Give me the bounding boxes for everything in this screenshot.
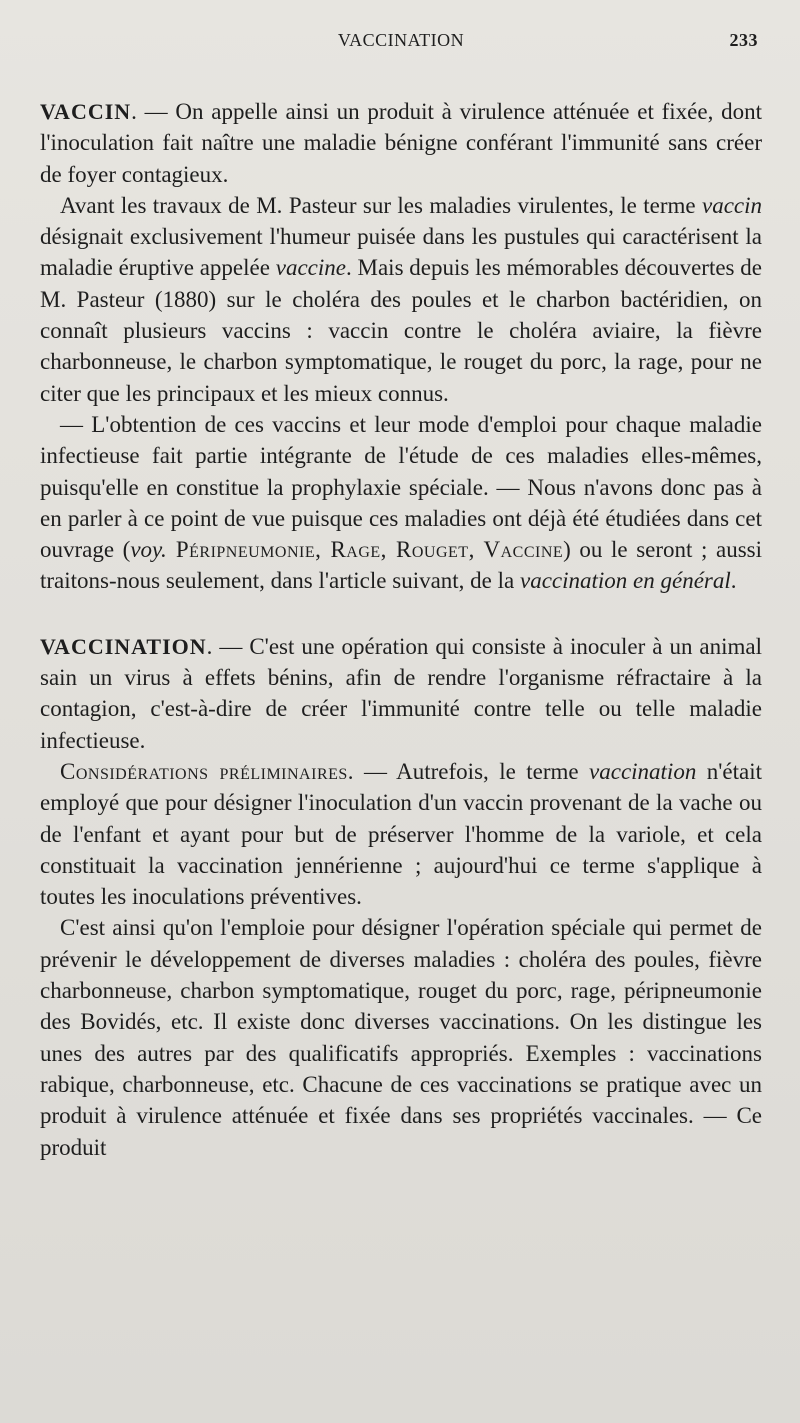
article-vaccin — [40, 96, 762, 597]
article-vaccination — [40, 631, 762, 1163]
running-head — [40, 30, 762, 60]
vaccination-headword: VACCINATION — [40, 633, 207, 659]
vaccin-headword: VACCIN — [40, 99, 132, 124]
vaccination-paragraph-1: VACCINATION. — C'est une opération qui consiste à inoculer à un animal sain un virus à effets bénins, afin de rendre l'organisme réfractaire à la contagion, c'est-à-dire de créer l'immunité contre telle ou telle maladie infectieuse. — [40, 633, 762, 753]
article-separator — [40, 597, 762, 631]
vaccination-paragraph-2: Considérations préliminaires. — Autrefois, le terme vaccination n'était employé que pour désigner l'inoculation d'un vaccin provenant de la vache ou de l'enfant et ayant pour but de préserver l'homme de la variole, et cela constituait la vaccination jennérienne ; aujourd'hui ce terme s'applique à toutes les inoculations préventives. — [40, 758, 762, 910]
running-title: VACCINATION — [337, 30, 465, 50]
vaccination-paragraph-3: C'est ainsi qu'on l'emploie pour désigner l'opération spéciale qui permet de prévenir le développement de diverses maladies : choléra des poules, fièvre charbonneuse, charbon symptomatique, rouget du porc, rage, péripneumonie des Bovidés, etc. Il existe donc diverses vaccinations. On les distingue les unes des autres par des qualificatifs appropriés. Exemples : vaccinations rabique, charbonneuse, etc. Chacune de ces vaccinations se pratique avec un produit à virulence atténuée et fixée dans ses propriétés vaccinales. — Ce produit — [40, 915, 762, 1160]
vaccin-paragraph-2: Avant les travaux de M. Pasteur sur les maladies virulentes, le terme vaccin désignait exclusivement l'humeur puisée dans les pustules qui caractérisent la maladie éruptive appelée vaccine. Mais depuis les mémorables découvertes de M. Pasteur (1880) sur le choléra des poules et le charbon bactéridien, on connaît plusieurs vaccins : vaccin contre le choléra aviaire, la fièvre charbonneuse, le charbon symptomatique, le rouget du porc, la rage, pour ne citer que les principaux et les mieux connus. — [40, 192, 762, 406]
cross-references: Péripneumonie, Rage, Rouget, Vaccine — [166, 537, 564, 563]
vaccin-paragraph-3: — L'obtention de ces vaccins et leur mode d'emploi pour chaque maladie infectieuse fait partie intégrante de l'étude de ces maladies elles-mêmes, puisqu'elle en constitue la prophylaxie spéciale. — Nous n'avons donc pas à en parler à ce point de vue puisque ces maladies ont déjà été étudiées dans cet ouvrage (voy. Péripneumonie, Rage, Rouget, Vaccine) ou le seront ; aussi traitons-nous seulement, dans l'article suivant, de la vaccination en général. — [40, 411, 762, 594]
vaccin-paragraph-1: VACCIN. — On appelle ainsi un produit à virulence atténuée et fixée, dont l'inoculation fait naître une maladie bénigne conférant l'immunité sans créer de foyer contagieux. — [40, 99, 762, 187]
section-heading: Considérations préliminaires — [60, 758, 348, 784]
page-number: 233 — [729, 30, 758, 50]
